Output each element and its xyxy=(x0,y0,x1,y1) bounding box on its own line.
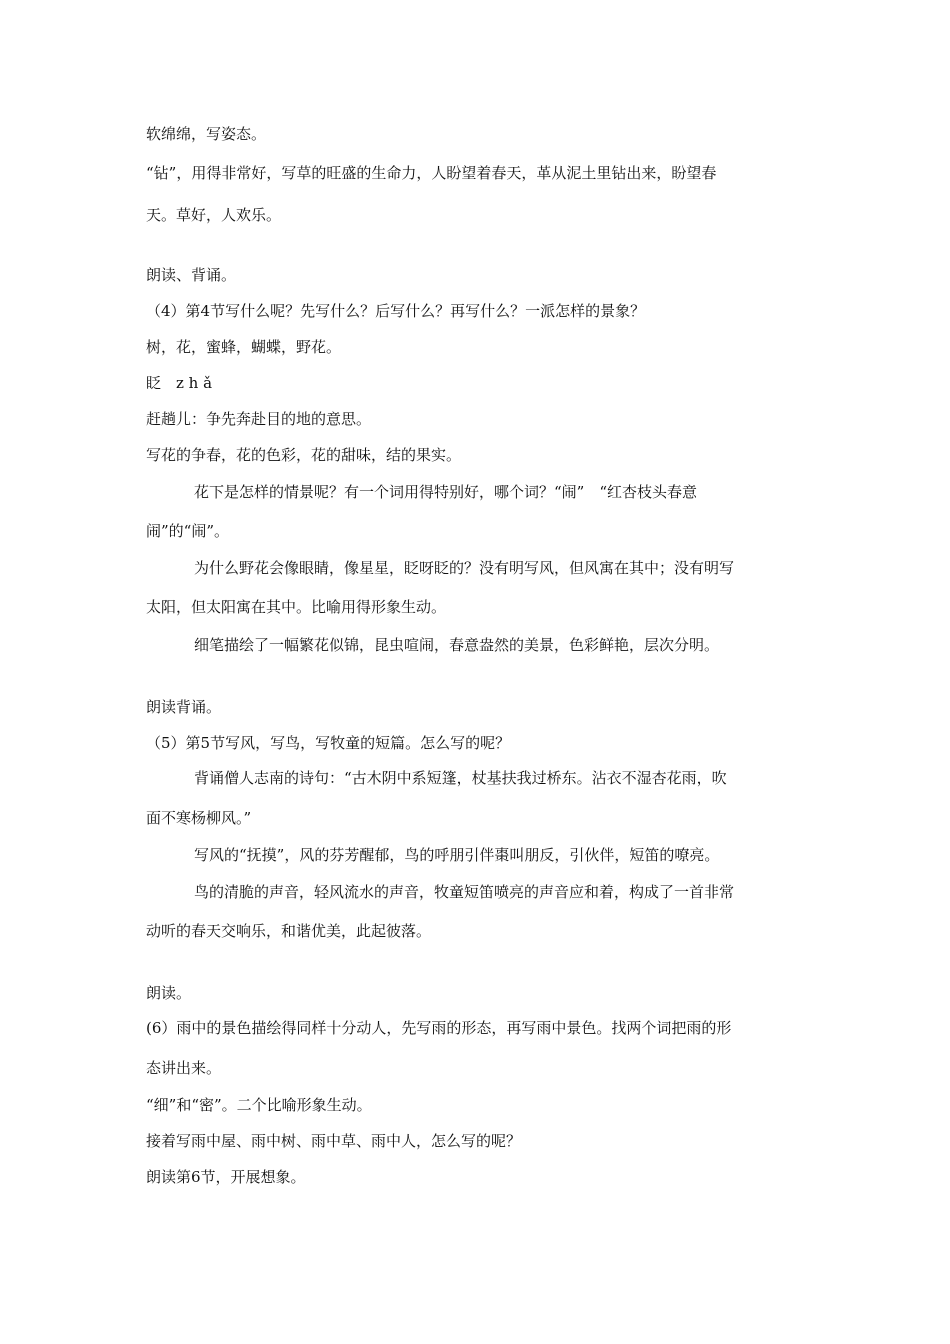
text-line: 细笔描绘了一幅繁花似锦，昆虫喧闹，春意盎然的美景，色彩鲜艳，层次分明。 xyxy=(194,636,720,654)
text-line: 太阳，但太阳寓在其中。比喻用得形象生动。 xyxy=(146,598,447,616)
text-line: 朗读。 xyxy=(146,984,192,1002)
text-line: (6）雨中的景色描绘得同样十分动人，先写雨的形态，再写雨中景色。找两个词把雨的形 xyxy=(146,1019,732,1037)
text-line: 动听的春天交响乐，和谐优美，此起彼落。 xyxy=(146,922,432,940)
text-line: 面不寒杨柳风。” xyxy=(146,809,252,827)
text-line: 赶趟儿：争先奔赴目的地的意思。 xyxy=(146,410,372,428)
text-line: “细”和“密”。二个比喻形象生动。 xyxy=(146,1096,372,1114)
text-line: 花下是怎样的情景呢？有一个词用得特别好，哪个词？“闹” “红杏枝头春意 xyxy=(194,483,698,501)
text-line: 写花的争春，花的色彩，花的甜味，结的果实。 xyxy=(146,446,462,464)
text-line: 眨 z h ǎ xyxy=(146,374,213,392)
text-line: 写风的“抚摸”，风的芬芳醒郁，鸟的呼朋引伴棗叫朋反，引伙伴，短笛的嘹亮。 xyxy=(194,846,720,864)
text-line: （5）第5节写风，写鸟，写牧童的短篇。怎么写的呢？ xyxy=(146,734,511,752)
text-line: 背诵僧人志南的诗句：“古木阴中系短篷，杖基扶我过桥东。沾衣不湿杏花雨，吹 xyxy=(194,769,727,787)
text-line: 树，花，蜜蜂，蝴蝶，野花。 xyxy=(146,338,342,356)
text-line: 为什么野花会像眼睛，像星星，眨呀眨的？没有明写风，但风寓在其中；没有明写 xyxy=(194,559,735,577)
text-line: 闹”的“闹”。 xyxy=(146,522,230,540)
text-line: 接着写雨中屋、雨中树、雨中草、雨中人，怎么写的呢？ xyxy=(146,1132,522,1150)
text-line: 朗读第6节，开展想象。 xyxy=(146,1168,306,1186)
text-line: 朗读背诵。 xyxy=(146,698,222,716)
text-line: （4）第4节写什么呢？先写什么？后写什么？再写什么？一派怎样的景象？ xyxy=(146,302,646,320)
text-line: 鸟的清脆的声音，轻风流水的声音，牧童短笛喷亮的声音应和着，构成了一首非常 xyxy=(194,883,735,901)
text-line: 软绵绵，写姿态。 xyxy=(146,125,267,143)
text-line: “钻”，用得非常好，写草的旺盛的生命力，人盼望着春天，革从泥土里钻出来，盼望春 xyxy=(146,164,717,182)
text-line: 态讲出来。 xyxy=(146,1059,222,1077)
text-line: 朗读、背诵。 xyxy=(146,266,237,284)
text-line: 天。草好，人欢乐。 xyxy=(146,206,282,224)
